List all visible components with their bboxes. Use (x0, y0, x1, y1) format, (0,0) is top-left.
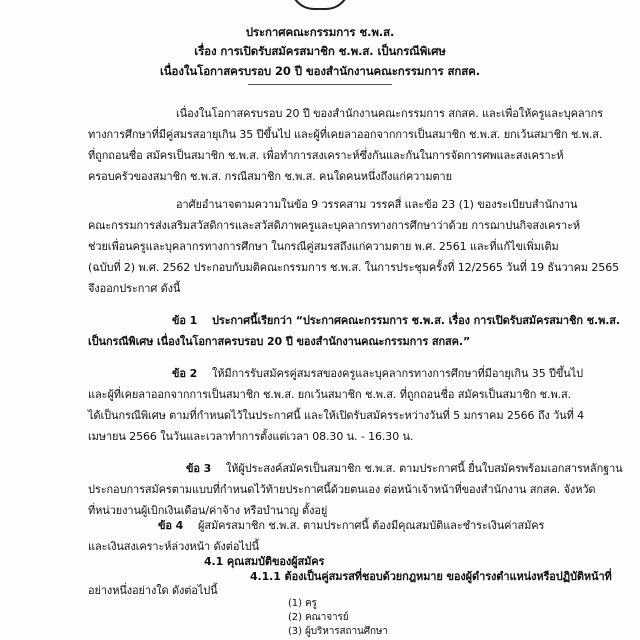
profession-list-item: (2) คณาจารย์ (288, 612, 349, 623)
clause-4-label: ข้อ 4 (158, 519, 184, 532)
garuda-seal-icon (290, 0, 350, 10)
intro-line: ทางการศึกษาที่มีคู่สมรสอายุเกิน 35 ปีขึ้นไป และผู้ที่เคยลาออกจากการเป็นสมาชิก ช.พ.ส. ยกเว้นสมาชิก ช.พ.ส. (88, 128, 603, 141)
clause-4-text: และเงินสงเคราะห์ล่วงหน้า ดังต่อไปนี้ (88, 540, 260, 553)
clause-3-label: ข้อ 3 (186, 462, 212, 475)
clause-3-text: ที่หน่วยงานผู้เบิกเงินเดือน/ค่าจ้าง หรือบำนาญ ตั้งอยู่ (88, 504, 328, 517)
clause-3-text: ประกอบการสมัครตามแบบที่กำหนดไว้ท้ายประกาศนี้ด้วยตนเอง ต่อหน้าเจ้าหน้าที่ของสำนักงาน สกสค. จังหวัด (88, 483, 596, 496)
clause-1-text: ประกาศนี้เรียกว่า “ประกาศคณะกรรมการ ช.พ.ส. เรื่อง การเปิดรับสมัครสมาชิก ช.พ.ส. (212, 314, 621, 327)
header-divider (248, 84, 392, 85)
clause-2-text: ได้เป็นกรณีพิเศษ ตามที่กำหนดไว้ในประกาศนี้ และให้เปิดรับสมัครระหว่างวันที่ 5 มกราคม 2566 ถึง วันที่ 4 (88, 409, 585, 422)
authority-line: จึงออกประกาศ ดังนี้ (88, 282, 181, 295)
clause-3-text: ให้ผู้ประสงค์สมัครเป็นสมาชิก ช.พ.ส. ตามประกาศนี้ ยื่นใบสมัครพร้อมเอกสารหลักฐาน (226, 462, 623, 475)
intro-line: ครอบครัวของสมาชิก ช.พ.ส. กรณีสมาชิก ช.พ.ส. คนใดคนหนึ่งถึงแก่ความตาย (88, 170, 452, 183)
clause-2-text: เมษายน 2566 ในวันและเวลาทำการตั้งแต่เวลา 08.30 น. - 16.30 น. (88, 430, 414, 443)
authority-line: (ฉบับที่ 2) พ.ศ. 2562 ประกอบกับมติคณะกรรมการ ช.พ.ส. ในการประชุมครั้งที่ 12/2565 วันที่ 19 ธันวาคม 2565 (88, 261, 619, 274)
profession-list-item: (1) ครู (288, 598, 317, 609)
authority-line: คณะกรรมการส่งเสริมสวัสดิการและสวัสดิภาพครูและบุคลากรทางการศึกษาว่าด้วย การฌาปนกิจสงเคราะห์ (88, 219, 581, 232)
clause-4-text: ผู้สมัครสมาชิก ช.พ.ส. ตามประกาศนี้ ต้องมีคุณสมบัติและชำระเงินค่าสมัคร (198, 519, 545, 532)
clause-2-text: ให้มีการรับสมัครคู่สมรสของครูและบุคลากรทางการศึกษาที่มีอายุเกิน 35 ปีขึ้นไป (212, 367, 584, 380)
intro-line: เนื่องในโอกาสครบรอบ 20 ปี ของสำนักงานคณะกรรมการ สกสค. และเพื่อให้ครูและบุคลากร (176, 107, 603, 120)
announcement-heading: ประกาศคณะกรรมการ ช.พ.ส. (245, 25, 395, 39)
qualification-4-1-1-cont: อย่างหนึ่งอย่างใด ดังต่อไปนี้ (88, 584, 218, 597)
announcement-subject: เรื่อง การเปิดรับสมัครสมาชิก ช.พ.ส. เป็นกรณีพิเศษ (194, 44, 446, 58)
clause-1-label: ข้อ 1 (172, 314, 198, 327)
clause-2-text: และผู้ที่เคยลาออกจากการเป็นสมาชิก ช.พ.ส. ยกเว้นสมาชิก ช.พ.ส. ที่ถูกถอนชื่อ สมัครเป็นสมาชิก ช.พ.ส. (88, 388, 572, 401)
authority-line: ช่วยเพื่อนครูและบุคลากรทางการศึกษา ในกรณีคู่สมรสถึงแก่ความตาย พ.ศ. 2561 และที่แก้ไขเพิ่มเติม (88, 240, 559, 253)
intro-line: ที่ถูกถอนชื่อ สมัครเป็นสมาชิก ช.พ.ส. เพื่อทำการสงเคราะห์ซึ่งกันและกันในการจัดการศพและสงเคราะห์ (88, 149, 564, 162)
announcement-occasion: เนื่องในโอกาสครบรอบ 20 ปี ของสำนักงานคณะกรรมการ สกสค. (159, 64, 481, 78)
authority-line: อาศัยอำนาจตามความในข้อ 9 วรรคสาม วรรคสี่ และข้อ 23 (1) ของระเบียบสำนักงาน (176, 198, 578, 211)
profession-list-item: (3) ผู้บริหารสถานศึกษา (288, 626, 388, 637)
qualification-4-1-1: 4.1.1 ต้องเป็นคู่สมรสที่ชอบด้วยกฎหมาย ของผู้ดำรงตำแหน่งหรือปฏิบัติหน้าที่ (250, 570, 612, 583)
qualifications-heading: 4.1 คุณสมบัติของผู้สมัคร (204, 555, 325, 568)
clause-2-label: ข้อ 2 (172, 367, 198, 380)
clause-1-text: เป็นกรณีพิเศษ เนื่องในโอกาสครบรอบ 20 ปี ของสำนักงานคณะกรรมการ สกสค.” (88, 335, 471, 348)
